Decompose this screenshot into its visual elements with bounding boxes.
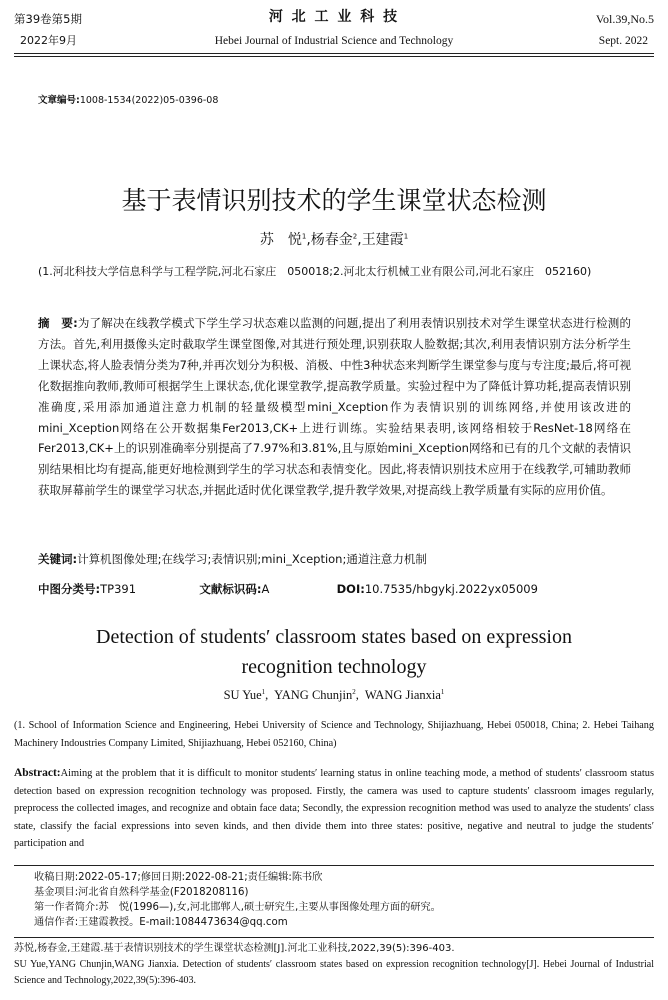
footnote-funding: 基金项目:河北省自然科学基金(F2018208116) [34,887,249,898]
author-cn-2-sup: 2 [352,232,358,241]
header-journal-en: Hebei Journal of Industrial Science and Technology [214,35,454,47]
header-rule-top [14,53,654,54]
header-volume-en: Vol.39,No.5 [595,12,654,26]
doi-value: 10.7535/hbgykj.2022yx05009 [364,582,538,596]
author-en-2: YANG Chunjin [274,688,353,702]
footnote-received: 收稿日期:2022-05-17;修回日期:2022-08-21;责任编辑:陈书欣 [34,872,323,883]
citation-rule [14,937,654,938]
author-cn-3: 王建霞 [361,232,404,248]
keywords-cn-text: 计算机图像处理;在线学习;表情识别;mini_Xception;通道注意力机制 [77,552,427,566]
title-en-line-1: Detection of students′ classroom states based on expression [96,626,572,648]
doc-code-label: 文献标识码: [199,582,262,596]
keywords-cn-label: 关键词: [38,552,78,566]
clc-label: 中图分类号: [38,582,101,596]
abstract-cn-label: 摘 要: [38,316,78,330]
clc-value: TP391 [100,582,137,596]
author-en-3-sup: 1 [440,687,445,696]
title-en-line-2: recognition technology [241,656,427,678]
author-en-1-sup: 1 [261,687,266,696]
abstract-en-label: Abstract: [14,767,61,779]
author-cn-1: 苏 悦 [259,232,302,248]
title-cn: 基于表情识别技术的学生课堂状态检测 [121,186,547,215]
author-sep: , [355,688,365,702]
header-date-cn: 2022年9月 [20,34,77,47]
author-en-2-sup: 2 [352,687,356,696]
author-en-3: WANG Jianxia [364,688,441,702]
header-volume-issue: 第39卷第5期 [14,12,82,26]
header-journal-cn: 河 北 工 业 科 技 [268,9,400,25]
keywords-cn [38,551,631,567]
article-number [38,92,218,106]
footnote-first-author: 第一作者简介:苏 悦(1996—),女,河北邯郸人,硕士研究生,主要从事图像处理方面的研究。 [34,902,441,913]
footnote-corresponding: 通信作者:王建霞教授。E-mail:1084473634@qq.com [34,917,288,928]
footnote-rule [14,865,654,866]
classification-line [38,581,631,597]
affiliations-en: (1. School of Information Science and Engineering, Hebei University of Science and Technology, Shijiazhuang, Hebei 050018, China; 2. Hebei Taihang Machinery Indoustries Company Limited, Shijiazhuang, Hebei 052160, China) [14,720,654,749]
affiliations-cn: (1.河北科技大学信息科学与工程学院,河北石家庄 050018;2.河北太行机械工业有限公司,河北石家庄 052160) [38,265,592,278]
doc-code-value: A [261,582,270,596]
author-sep: , [265,688,275,702]
abstract-en-text: Aiming at the problem that it is difficult to monitor students′ learning status in online teaching mode, a method of students′ classroom status detection based on expression recognition technology was proposed. Firstly, the camera was used to capture students′ classroom images regularly, preprocess the collected images, and recognize and obtain face data; Secondly, the expression recognition method was used to analyze the students′ class state, classify the facial expressions into seven kinds, and then divide them into three states: positive, negative and neutral to judge the students′ participation and [14,768,654,850]
footnotes [34,870,644,930]
abstract-en [14,765,654,853]
author-en-1: SU Yue [223,688,262,702]
article-number-label: 文章编号: [38,95,80,106]
abstract-cn [38,313,631,501]
abstract-cn-text: 为了解决在线教学模式下学生学习状态难以监测的问题,提出了利用表情识别技术对学生课堂状态进行检测的方法。首先,利用摄像头定时截取学生课堂图像,对其进行预处理,识别获取人脸数据;其次,利用表情识别方法分析学生上课状态,将人脸表情分类为7种,并再次划分为积极、消极、中性3种状态来判断学生课堂参与度与专注度;最后,将可视化数据推向教师,教师可根据学生上课状态,优化课堂教学,提高教学质量。实验过程中为了降低计算功耗,提高表情识别准确度,采用添加通道注意力机制的轻量级模型mini_Xception作为表情识别的训练网络,并使用该改进的mini_Xception网络在公开数据集Fer2013,CK+上进行训练。实验结果表明,该网络相较于ResNet-18网络在Fer2013,CK+上的识别准确率分别提高了7.97%和3.81%,且与原始mini_Xception网络和已有的几个文献的表情识别结果相比均有提高,能更好地检测到学生的学习状态和表情变化。因此,将表情识别技术应用于在线教学,可辅助教师获取屏幕前学生的课堂学习状态,并据此适时优化课堂教学,提升教学效果,对提高线上教学质量有实际的应用价值。 [38,316,631,498]
citation-cn: 苏悦,杨春金,王建霞.基于表情识别技术的学生课堂状态检测[J].河北工业科技,2022,39(5):396-403. [14,943,455,954]
author-cn-2: 杨春金 [310,232,353,248]
citation-en: SU Yue,YANG Chunjin,WANG Jianxia. Detection of students′ classroom states based on expression recognition technology[J]. Hebei Journal of Industrial Science and Technology,2022,39(5):396-403. [14,959,654,986]
authors-en [0,688,668,703]
doi-label: DOI: [336,582,365,596]
author-cn-3-sup: 1 [403,232,409,241]
header-date-en: Sept. 2022 [598,35,648,47]
header-rule-bottom [14,56,654,57]
author-sep: , [306,232,311,248]
authors-cn [0,229,668,249]
author-sep: , [357,232,362,248]
article-number-value: 1008-1534(2022)05-0396-08 [79,95,219,106]
author-cn-1-sup: 1 [301,232,307,241]
